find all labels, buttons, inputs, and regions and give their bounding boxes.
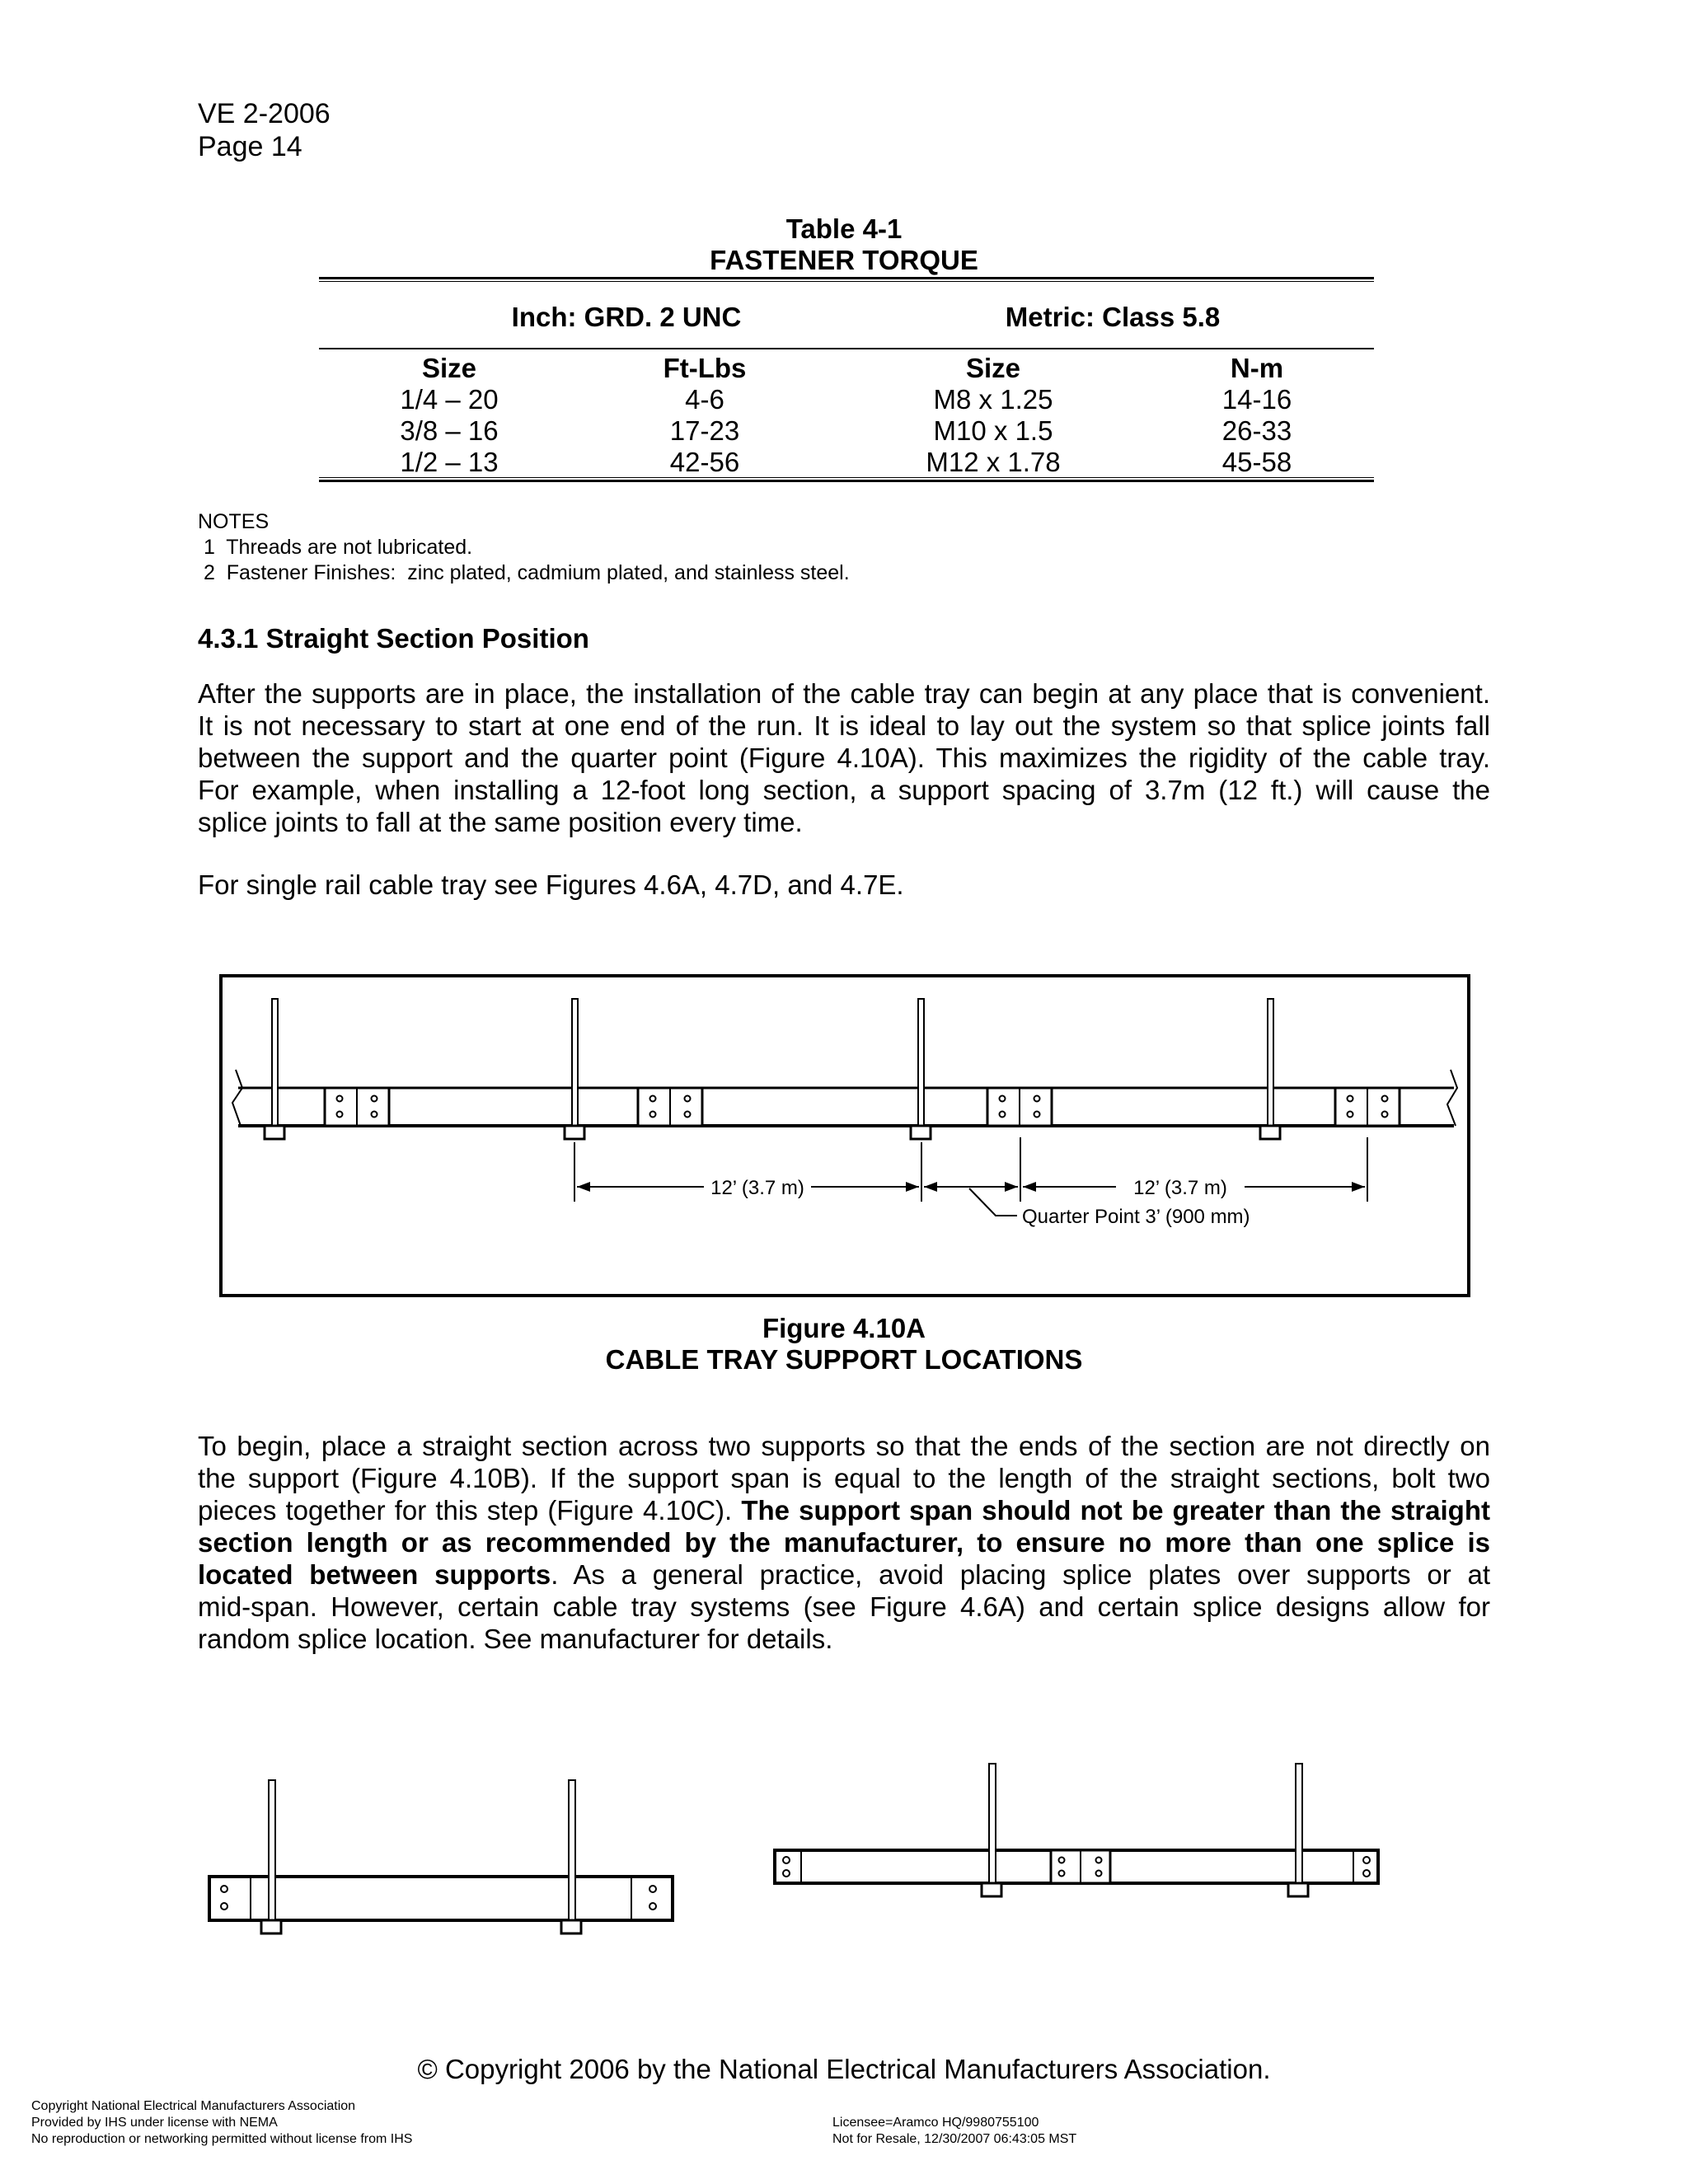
copyright-notice: © Copyright 2006 by the National Electrical Manufacturers Association. <box>417 2054 1271 2084</box>
footer-line: Copyright National Electrical Manufacturers Association <box>31 2099 356 2113</box>
footer-line: No reproduction or networking permitted without license from IHS <box>31 2132 413 2146</box>
table-group-metric: Metric: Class 5.8 <box>1005 302 1221 332</box>
paragraph-line: To begin, place a straight section across two supports so that the ends of the section are not directly on <box>198 1431 1490 1461</box>
arrow-head <box>1352 1182 1365 1192</box>
dimension-label-left: 12’ (3.7 m) <box>710 1177 804 1199</box>
arrow-head <box>577 1182 590 1192</box>
table-cell: M10 x 1.5 <box>933 415 1053 446</box>
table-col-size-inch: Size <box>421 353 477 383</box>
paragraph-line: For example, when installing a 12-foot long section, a support spacing of 3.7m (12 ft.) will cause the <box>198 775 1490 805</box>
arrow-head <box>1005 1182 1018 1192</box>
text-run: pieces together for this step (Figure 4.10C). <box>198 1495 742 1526</box>
table-group-rule <box>319 348 1374 349</box>
figure-two-sections-bolted <box>767 1755 1385 1920</box>
dimension-label-right: 12’ (3.7 m) <box>1133 1177 1227 1199</box>
footer-license-left <box>31 2098 412 2148</box>
figure-caption-number: Figure 4.10A <box>762 1313 926 1343</box>
paragraph-line: section length or as recommended by the manufacturer, to ensure no more than one splice is <box>198 1527 1490 1558</box>
notes-title: NOTES <box>198 510 270 533</box>
arrow-head <box>906 1182 919 1192</box>
support-post <box>1260 999 1280 1139</box>
footer-license-right <box>832 2115 1076 2148</box>
paragraph-straight-section <box>198 677 1490 838</box>
paragraph-line: the support (Figure 4.10B). If the support span is equal to the length of the straight sections, bolt two <box>198 1463 1490 1493</box>
figure-section-across-supports <box>201 1772 679 1961</box>
splice-plate <box>638 1088 702 1126</box>
splice-plate <box>987 1088 1052 1126</box>
table-cell: M8 x 1.25 <box>933 384 1053 415</box>
table-cell: 42-56 <box>669 447 740 477</box>
paragraph-line: After the supports are in place, the installation of the cable tray can begin at any place that is convenient. <box>198 678 1490 709</box>
table-caption-number: Table 4-1 <box>785 213 903 244</box>
break-mark-right <box>1447 1070 1457 1126</box>
paragraph-line: splice joints to fall at the same position every time. <box>198 807 803 837</box>
table-top-rule <box>319 277 1374 279</box>
support-post <box>265 999 284 1139</box>
table-col-ftlbs: Ft-Lbs <box>663 353 747 383</box>
paragraph-line: random splice location. See manufacturer for details. <box>198 1624 833 1654</box>
emphasis-text: located between supports <box>198 1559 551 1590</box>
page-number: Page 14 <box>198 131 302 162</box>
paragraph-line <box>198 1494 1490 1526</box>
quarter-point-leader <box>969 1188 1017 1216</box>
table-top-rule-thin <box>319 281 1374 282</box>
emphasis-text: The support span should not be greater than the straight <box>741 1495 1490 1526</box>
table-cell: M12 x 1.78 <box>926 447 1061 477</box>
table-cell: 1/4 – 20 <box>400 384 499 415</box>
paragraph-line: It is not necessary to start at one end of the run. It is ideal to lay out the system so that splice joints fall <box>198 710 1490 741</box>
arrow-head <box>1023 1182 1036 1192</box>
note-item: 2 Fastener Finishes: zinc plated, cadmium plated, and stainless steel. <box>198 561 850 584</box>
splice-plate <box>1051 1850 1110 1883</box>
break-mark-left <box>232 1070 242 1126</box>
paragraph-line: between the support and the quarter point (Figure 4.10A). This maximizes the rigidity of the cable tray. <box>198 743 1490 773</box>
figure-border <box>221 976 1469 1296</box>
paragraph-line <box>198 1558 1490 1591</box>
footer-line: Licensee=Aramco HQ/9980755100 <box>832 2116 1039 2130</box>
table-cell: 26-33 <box>1221 415 1292 446</box>
table-cell: 14-16 <box>1221 384 1292 415</box>
footer-line: Provided by IHS under license with NEMA <box>31 2116 278 2130</box>
splice-plate <box>1335 1088 1400 1126</box>
paragraph-line: mid-span. However, certain cable tray systems (see Figure 4.6A) and certain splice designs allow for <box>198 1591 1490 1622</box>
arrow-head <box>924 1182 937 1192</box>
table-caption-title: FASTENER TORQUE <box>710 245 978 275</box>
table-col-nm: N-m <box>1230 353 1284 383</box>
support-post <box>911 999 931 1139</box>
table-notes <box>198 509 850 586</box>
page-header <box>198 97 331 163</box>
table-cell: 17-23 <box>669 415 740 446</box>
figure-cable-tray-support-locations <box>218 972 1474 1302</box>
paragraph-begin-placement <box>198 1430 1490 1655</box>
footer-line: Not for Resale, 12/30/2007 06:43:05 MST <box>832 2132 1077 2146</box>
paragraph-single-rail: For single rail cable tray see Figures 4.6A, 4.7D, and 4.7E. <box>198 869 904 900</box>
table-bottom-rule <box>319 480 1374 482</box>
support-post <box>565 999 584 1139</box>
quarter-point-label: Quarter Point 3’ (900 mm) <box>1022 1206 1250 1228</box>
section-heading: 4.3.1 Straight Section Position <box>198 623 589 654</box>
splice-plate <box>325 1088 389 1126</box>
tray-section <box>209 1877 673 1920</box>
note-item: 1 Threads are not lubricated. <box>198 536 473 559</box>
table-cell: 3/8 – 16 <box>400 415 499 446</box>
table-group-inch: Inch: GRD. 2 UNC <box>511 302 742 332</box>
document-id: VE 2-2006 <box>198 98 331 129</box>
table-cell: 1/2 – 13 <box>400 447 499 477</box>
figure-caption-title: CABLE TRAY SUPPORT LOCATIONS <box>605 1344 1083 1375</box>
table-cell: 4-6 <box>685 384 724 415</box>
text-run: . As a general practice, avoid placing splice plates over supports or at <box>551 1559 1490 1590</box>
table-col-size-metric: Size <box>965 353 1021 383</box>
table-cell: 45-58 <box>1221 447 1292 477</box>
